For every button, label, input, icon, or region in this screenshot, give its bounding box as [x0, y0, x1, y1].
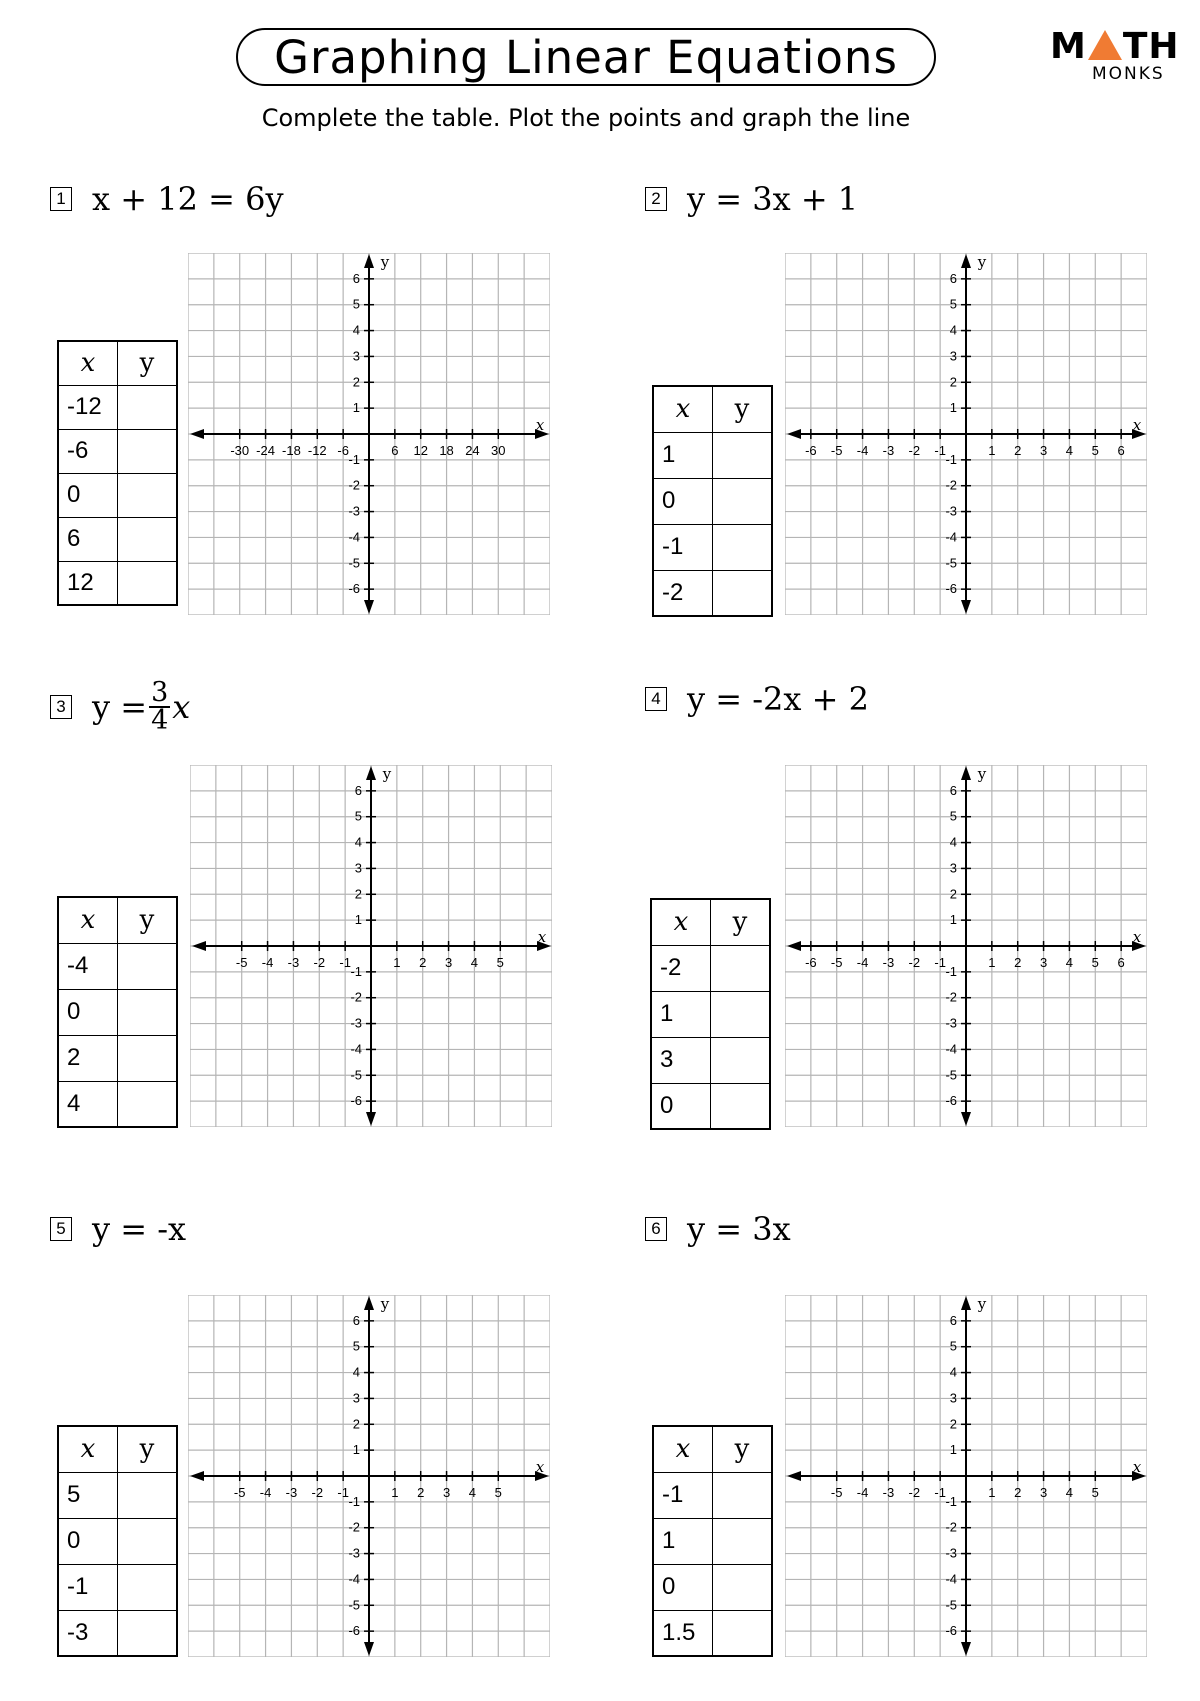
x-cell: 2	[58, 1035, 118, 1081]
y-tick-label: 2	[949, 1416, 957, 1432]
x-cell: 0	[653, 478, 713, 524]
y-tick-label: 3	[352, 348, 360, 364]
x-header: x	[58, 341, 118, 385]
y-tick-label: 6	[949, 1312, 957, 1328]
y-tick-label: 3	[949, 348, 957, 364]
x-tick-label: -5	[233, 1485, 246, 1500]
x-tick-label: 30	[491, 443, 506, 458]
x-tick-label: 3	[1039, 955, 1048, 970]
y-cell[interactable]	[711, 1037, 771, 1083]
x-header: x	[653, 1426, 713, 1472]
logo-subtext: MONKS	[1092, 64, 1165, 84]
x-tick-label: 1	[393, 955, 401, 970]
x-axis-label: x	[1132, 1458, 1142, 1476]
y-tick-label: 1	[949, 400, 957, 416]
x-axis-label: x	[535, 416, 545, 434]
y-cell[interactable]	[713, 1472, 773, 1518]
xy-table	[57, 1425, 178, 1657]
x-tick-label: 3	[1039, 443, 1048, 458]
x-tick-label: 3	[1039, 1485, 1048, 1500]
x-tick-label: 1	[988, 443, 996, 458]
y-tick-label: -2	[945, 989, 957, 1005]
x-cell: 6	[58, 517, 118, 561]
x-cell: 1.5	[653, 1610, 713, 1656]
problem-header	[50, 180, 284, 218]
x-tick-label: -2	[311, 1485, 324, 1500]
equation: y = -x	[92, 1210, 187, 1248]
x-tick-label: -3	[285, 1485, 298, 1500]
y-tick-label: -3	[348, 503, 360, 519]
coordinate-grid[interactable]	[188, 253, 550, 615]
y-cell[interactable]	[713, 524, 773, 570]
y-header: y	[118, 897, 178, 943]
y-header: y	[711, 899, 771, 945]
x-cell: 5	[58, 1472, 118, 1518]
y-tick-label: -1	[348, 451, 360, 467]
y-tick-label: 4	[352, 322, 360, 338]
y-axis-label: y	[380, 253, 390, 271]
y-tick-label: -2	[348, 1519, 360, 1535]
x-tick-label: 3	[444, 955, 453, 970]
y-tick-label: 6	[949, 782, 957, 798]
y-cell[interactable]	[118, 1518, 178, 1564]
y-tick-label: 5	[352, 1338, 360, 1354]
x-axis-label: x	[1132, 416, 1142, 434]
y-tick-label: 5	[949, 1338, 957, 1354]
y-axis-arrow-up-icon	[961, 766, 971, 780]
x-tick-label: 4	[1065, 955, 1074, 970]
x-tick-label: 5	[496, 955, 504, 970]
x-tick-label: -3	[882, 443, 895, 458]
y-tick-label: 3	[352, 1390, 360, 1406]
y-tick-label: 1	[352, 400, 360, 416]
y-tick-label: -1	[945, 451, 957, 467]
fraction-numerator: 3	[151, 677, 169, 708]
x-header: x	[58, 1426, 118, 1472]
x-cell: -4	[58, 943, 118, 989]
equation: y = -2x + 2	[687, 680, 869, 718]
problem-2	[645, 180, 1200, 650]
x-tick-label: 2	[1014, 955, 1022, 970]
x-cell: 0	[58, 473, 118, 517]
y-tick-label: 2	[949, 374, 957, 390]
y-tick-label: 5	[949, 296, 957, 312]
page-title	[236, 28, 936, 86]
y-tick-label: -4	[348, 1571, 360, 1587]
y-header: y	[118, 341, 178, 385]
x-tick-label: 12	[413, 443, 428, 458]
y-axis-label: y	[382, 765, 392, 783]
x-cell: 1	[653, 432, 713, 478]
x-header: x	[653, 386, 713, 432]
y-tick-label: -2	[348, 477, 360, 493]
y-tick-label: -6	[348, 581, 360, 597]
x-tick-label: 4	[470, 955, 479, 970]
y-axis-arrow-down-icon	[364, 600, 374, 614]
x-tick-label: -5	[830, 955, 843, 970]
x-tick-label: 2	[1014, 1485, 1022, 1500]
x-cell: -1	[653, 524, 713, 570]
y-tick-label: -1	[348, 1493, 360, 1509]
y-cell[interactable]	[118, 1564, 178, 1610]
y-cell[interactable]	[713, 1564, 773, 1610]
x-cell: 1	[651, 991, 711, 1037]
x-tick-label: 2	[1014, 443, 1022, 458]
problem-number: 4	[645, 687, 667, 711]
x-tick-label: -5	[235, 955, 248, 970]
y-tick-label: -6	[945, 1623, 957, 1639]
y-tick-label: 1	[949, 912, 957, 928]
y-cell[interactable]	[713, 570, 773, 616]
y-axis-arrow-down-icon	[961, 600, 971, 614]
x-tick-label: -1	[934, 443, 946, 458]
y-cell[interactable]	[713, 432, 773, 478]
coordinate-grid[interactable]	[190, 765, 552, 1127]
x-tick-label: -2	[908, 443, 921, 458]
y-tick-label: -2	[945, 1519, 957, 1535]
x-axis-label: x	[535, 1458, 545, 1476]
x-cell: 0	[651, 1083, 711, 1129]
y-tick-label: 5	[949, 808, 957, 824]
y-tick-label: 1	[354, 912, 362, 928]
x-axis-label: x	[1132, 928, 1142, 946]
y-tick-label: 6	[354, 782, 362, 798]
x-cell: -2	[653, 570, 713, 616]
y-cell[interactable]	[118, 473, 178, 517]
x-axis-arrow-left-icon	[787, 941, 801, 951]
y-axis-arrow-down-icon	[366, 1112, 376, 1126]
y-tick-label: -1	[350, 963, 362, 979]
y-cell[interactable]	[711, 1083, 771, 1129]
y-cell[interactable]	[118, 1035, 178, 1081]
x-tick-label: -1	[934, 955, 946, 970]
x-cell: 1	[653, 1518, 713, 1564]
y-tick-label: 4	[949, 322, 957, 338]
problem-header	[50, 1210, 186, 1248]
x-cell: 3	[651, 1037, 711, 1083]
instructions: Complete the table. Plot the points and graph the line	[261, 104, 911, 132]
x-tick-label: -24	[256, 443, 275, 458]
problem-3	[50, 677, 610, 1150]
y-tick-label: 2	[352, 1416, 360, 1432]
x-cell: -12	[58, 385, 118, 429]
problem-6	[645, 1210, 1200, 1680]
y-tick-label: -3	[350, 1015, 362, 1031]
x-tick-label: 6	[1117, 443, 1125, 458]
y-axis-label: y	[977, 765, 987, 783]
y-tick-label: -6	[945, 581, 957, 597]
x-cell: 4	[58, 1081, 118, 1127]
y-tick-label: 4	[949, 834, 957, 850]
x-tick-label: -4	[259, 1485, 272, 1500]
x-tick-label: -18	[282, 443, 301, 458]
y-axis-arrow-down-icon	[364, 1642, 374, 1656]
y-tick-label: 1	[352, 1442, 360, 1458]
y-cell[interactable]	[713, 1518, 773, 1564]
x-tick-label: -3	[882, 1485, 895, 1500]
y-tick-label: 2	[949, 886, 957, 902]
math-monks-logo	[1050, 26, 1180, 86]
y-cell[interactable]	[713, 478, 773, 524]
x-tick-label: 4	[1065, 443, 1074, 458]
y-tick-label: -3	[945, 1545, 957, 1561]
equation: x + 12 = 6y	[92, 180, 284, 218]
x-tick-label: -3	[287, 955, 300, 970]
y-axis-arrow-up-icon	[364, 1296, 374, 1310]
y-axis-arrow-up-icon	[961, 254, 971, 268]
y-tick-label: -2	[350, 989, 362, 1005]
problem-header	[645, 680, 869, 718]
y-cell[interactable]	[118, 1472, 178, 1518]
y-tick-label: 6	[352, 1312, 360, 1328]
problem-header	[645, 180, 858, 218]
y-tick-label: 4	[352, 1364, 360, 1380]
x-tick-label: 3	[442, 1485, 451, 1500]
x-tick-label: -4	[856, 443, 869, 458]
x-axis-arrow-left-icon	[787, 429, 801, 439]
problem-1	[50, 180, 610, 650]
x-tick-label: 24	[465, 443, 480, 458]
y-tick-label: -3	[945, 503, 957, 519]
y-tick-label: -1	[945, 1493, 957, 1509]
y-tick-label: -6	[350, 1093, 362, 1109]
y-tick-label: -5	[348, 555, 360, 571]
y-cell[interactable]	[118, 943, 178, 989]
y-tick-label: -1	[945, 963, 957, 979]
x-tick-label: -1	[337, 1485, 349, 1500]
x-tick-label: 1	[988, 955, 996, 970]
x-tick-label: -4	[261, 955, 274, 970]
problem-number: 6	[645, 1217, 667, 1241]
x-tick-label: -2	[908, 1485, 921, 1500]
y-tick-label: -3	[945, 1015, 957, 1031]
equation-left: y =	[92, 687, 148, 726]
y-tick-label: 4	[949, 1364, 957, 1380]
x-axis-arrow-left-icon	[190, 1471, 204, 1481]
coordinate-grid[interactable]	[188, 1295, 550, 1657]
y-tick-label: -4	[945, 1571, 957, 1587]
y-axis-label: y	[380, 1295, 390, 1313]
x-tick-label: -6	[337, 443, 349, 458]
y-cell[interactable]	[118, 517, 178, 561]
x-tick-label: 5	[1091, 1485, 1099, 1500]
logo-word-left: M	[1050, 26, 1087, 67]
coordinate-grid[interactable]	[785, 765, 1147, 1127]
y-cell[interactable]	[118, 1610, 178, 1656]
y-tick-label: -6	[348, 1623, 360, 1639]
x-tick-label: 5	[494, 1485, 502, 1500]
x-tick-label: -6	[805, 443, 817, 458]
x-cell: -1	[58, 1564, 118, 1610]
y-tick-label: 3	[354, 860, 362, 876]
x-cell: 0	[58, 989, 118, 1035]
y-axis-label: y	[977, 253, 987, 271]
x-tick-label: -2	[313, 955, 326, 970]
y-cell[interactable]	[711, 991, 771, 1037]
y-tick-label: -4	[348, 529, 360, 545]
x-tick-label: 5	[1091, 955, 1099, 970]
y-cell[interactable]	[118, 561, 178, 605]
y-axis-arrow-down-icon	[961, 1112, 971, 1126]
y-axis-arrow-up-icon	[366, 766, 376, 780]
x-tick-label: -4	[856, 1485, 869, 1500]
problem-number: 5	[50, 1217, 72, 1241]
y-tick-label: -5	[350, 1067, 362, 1083]
y-cell[interactable]	[713, 1610, 773, 1656]
x-tick-label: -1	[934, 1485, 946, 1500]
y-cell[interactable]	[118, 989, 178, 1035]
y-tick-label: 2	[352, 374, 360, 390]
x-tick-label: 1	[988, 1485, 996, 1500]
equation: y = 3x	[687, 1210, 791, 1248]
x-tick-label: 4	[468, 1485, 477, 1500]
y-header: y	[118, 1426, 178, 1472]
x-axis-arrow-left-icon	[190, 429, 204, 439]
y-tick-label: -2	[945, 477, 957, 493]
x-tick-label: 6	[1117, 955, 1125, 970]
y-tick-label: -5	[348, 1597, 360, 1613]
fraction-denominator: 4	[151, 704, 169, 736]
y-tick-label: 2	[354, 886, 362, 902]
problem-header	[50, 677, 191, 736]
problem-header	[645, 1210, 791, 1248]
y-tick-label: 4	[354, 834, 362, 850]
x-cell: 0	[653, 1564, 713, 1610]
logo-triangle-icon	[1088, 30, 1122, 60]
xy-table	[57, 896, 178, 1128]
x-tick-label: -3	[882, 955, 895, 970]
y-cell[interactable]	[118, 385, 178, 429]
x-cell: -6	[58, 429, 118, 473]
equation-right: x	[172, 687, 191, 726]
x-tick-label: 4	[1065, 1485, 1074, 1500]
xy-table	[652, 1425, 773, 1657]
y-tick-label: -4	[945, 1041, 957, 1057]
problem-4	[645, 680, 1200, 1150]
y-cell[interactable]	[711, 945, 771, 991]
x-tick-label: 1	[391, 1485, 399, 1500]
coordinate-grid[interactable]	[785, 253, 1147, 615]
y-tick-label: 6	[949, 270, 957, 286]
x-cell: 12	[58, 561, 118, 605]
x-tick-label: -5	[830, 1485, 843, 1500]
y-axis-arrow-up-icon	[961, 1296, 971, 1310]
x-cell: -1	[653, 1472, 713, 1518]
problem-number: 1	[50, 187, 72, 211]
xy-table	[650, 898, 771, 1130]
y-tick-label: -5	[945, 555, 957, 571]
x-tick-label: -6	[805, 955, 817, 970]
y-header: y	[713, 386, 773, 432]
equation: y = 3x + 1	[687, 180, 859, 218]
x-tick-label: 18	[439, 443, 454, 458]
x-tick-label: -1	[339, 955, 351, 970]
y-tick-label: 5	[354, 808, 362, 824]
y-cell[interactable]	[118, 1081, 178, 1127]
xy-table	[652, 385, 773, 617]
x-header: x	[651, 899, 711, 945]
y-cell[interactable]	[118, 429, 178, 473]
y-tick-label: 1	[949, 1442, 957, 1458]
y-axis-arrow-up-icon	[364, 254, 374, 268]
y-tick-label: -4	[350, 1041, 362, 1057]
x-tick-label: -4	[856, 955, 869, 970]
y-tick-label: -5	[945, 1597, 957, 1613]
y-tick-label: -6	[945, 1093, 957, 1109]
fraction	[149, 677, 170, 736]
x-axis-arrow-left-icon	[192, 941, 206, 951]
problem-number: 3	[50, 695, 72, 719]
x-tick-label: 2	[417, 1485, 425, 1500]
problem-number: 2	[645, 187, 667, 211]
logo-word	[1050, 26, 1180, 67]
page-title-text: Graphing Linear Equations	[274, 30, 898, 84]
x-tick-label: -5	[830, 443, 843, 458]
y-tick-label: -3	[348, 1545, 360, 1561]
x-tick-label: 6	[391, 443, 399, 458]
y-header: y	[713, 1426, 773, 1472]
x-axis-arrow-left-icon	[787, 1471, 801, 1481]
x-tick-label: -30	[230, 443, 250, 458]
y-tick-label: 3	[949, 860, 957, 876]
x-tick-label: -2	[908, 955, 921, 970]
logo-word-right: TH	[1122, 26, 1180, 67]
xy-table	[57, 340, 178, 606]
y-tick-label: -4	[945, 529, 957, 545]
y-tick-label: 5	[352, 296, 360, 312]
x-cell: -3	[58, 1610, 118, 1656]
y-tick-label: 3	[949, 1390, 957, 1406]
x-tick-label: -12	[307, 443, 327, 458]
x-cell: -2	[651, 945, 711, 991]
y-tick-label: 6	[352, 270, 360, 286]
y-axis-arrow-down-icon	[961, 1642, 971, 1656]
x-tick-label: 5	[1091, 443, 1099, 458]
x-tick-label: 2	[419, 955, 427, 970]
x-axis-label: x	[537, 928, 547, 946]
coordinate-grid[interactable]	[785, 1295, 1147, 1657]
y-axis-label: y	[977, 1295, 987, 1313]
x-header: x	[58, 897, 118, 943]
x-cell: 0	[58, 1518, 118, 1564]
y-tick-label: -5	[945, 1067, 957, 1083]
problem-5	[50, 1210, 610, 1680]
